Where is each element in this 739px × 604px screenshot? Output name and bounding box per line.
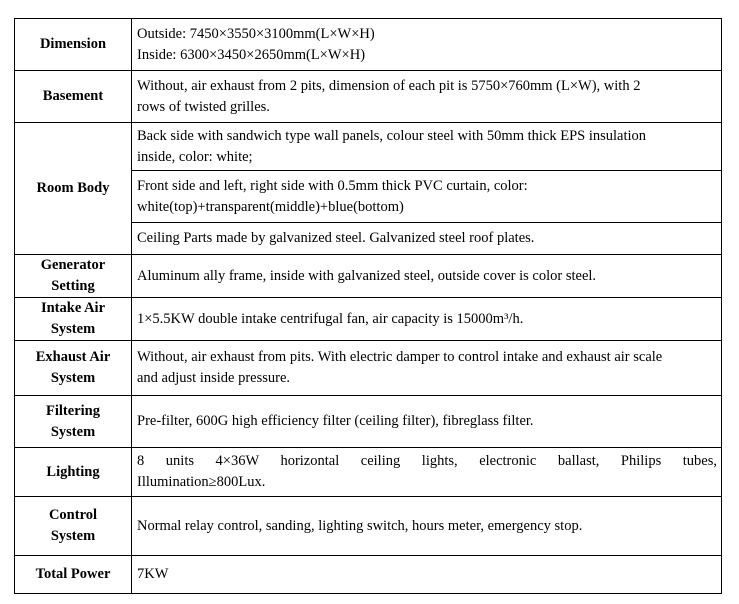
row-label-line: Total Power [35, 566, 111, 582]
row-label-line: Generator [40, 257, 106, 273]
value-line: Inside: 6300×3450×2650mm(L×W×H) [137, 46, 366, 63]
row-value-room-body-back [132, 123, 722, 171]
row-value-lighting [132, 448, 722, 497]
row-value-intake-air-system [132, 298, 722, 341]
value-line: Without, air exhaust from 2 pits, dimension of each pit is 5750×760mm (L×W), with 2 [137, 77, 641, 94]
row-value-generator-setting [132, 255, 722, 298]
value-line: and adjust inside pressure. [137, 370, 291, 386]
table-row-intake-air-system [15, 298, 722, 341]
row-label-line: Setting [51, 278, 95, 294]
row-value-room-body-ceiling [132, 223, 722, 255]
row-label-dimension [15, 19, 132, 71]
row-label-lighting [15, 448, 132, 497]
row-label-line: Intake Air [40, 300, 106, 316]
value-line: 1×5.5KW double intake centrifugal fan, air capacity is 15000m³/h. [137, 310, 524, 327]
row-label-filtering-system [15, 396, 132, 448]
row-value-basement [132, 71, 722, 123]
row-label-generator-setting [15, 255, 132, 298]
value-line: Aluminum ally frame, inside with galvanized steel, outside cover is color steel. [137, 267, 597, 284]
value-line: Front side and left, right side with 0.5mm thick PVC curtain, color: [137, 177, 528, 194]
row-label-line: Exhaust Air [35, 349, 111, 365]
value-line: inside, color: white; [137, 148, 253, 165]
row-label-exhaust-air-system [15, 341, 132, 396]
value-line: Without, air exhaust from pits. With electric damper to control intake and exhaust air scale [137, 349, 663, 365]
row-label-line: Basement [42, 88, 104, 104]
row-value-room-body-front [132, 171, 722, 223]
table-row-basement [15, 71, 722, 123]
table-row-lighting [15, 448, 722, 497]
row-label-line: Room Body [36, 180, 110, 196]
value-line: Normal relay control, sanding, lighting switch, hours meter, emergency stop. [137, 517, 583, 534]
value-line: 8 units 4×36W horizontal ceiling lights, electronic ballast, Philips tubes, [137, 453, 717, 469]
row-label-line: Dimension [39, 36, 107, 52]
table-row-total-power [15, 556, 722, 594]
row-label-basement [15, 71, 132, 123]
table-row-dimension [15, 19, 722, 71]
table-row-control-system [15, 497, 722, 556]
specification-table [14, 18, 722, 594]
row-value-total-power [132, 556, 722, 594]
row-label-room-body [15, 123, 132, 255]
row-value-exhaust-air-system [132, 341, 722, 396]
row-label-line: Filtering [46, 402, 100, 419]
value-line: white(top)+transparent(middle)+blue(bottom) [137, 198, 404, 215]
value-line: Illumination≥800Lux. [137, 474, 266, 490]
table-row-room-body [15, 123, 722, 171]
value-line: Pre-filter, 600G high efficiency filter (ceiling filter), fibreglass filter. [137, 413, 534, 429]
row-value-control-system [132, 497, 722, 556]
value-line: 7KW [137, 566, 169, 582]
row-label-line: System [50, 528, 96, 544]
table-row-filtering-system [15, 396, 722, 448]
table-row-exhaust-air-system [15, 341, 722, 396]
row-label-line: System [50, 370, 96, 386]
row-label-line: System [50, 321, 96, 337]
row-label-line: Lighting [46, 463, 100, 480]
row-label-line: System [50, 423, 96, 440]
table-row-generator-setting [15, 255, 722, 298]
value-line: Ceiling Parts made by galvanized steel. Galvanized steel roof plates. [137, 230, 535, 246]
value-line: Back side with sandwich type wall panels, colour steel with 50mm thick EPS insulation [137, 127, 647, 144]
value-line: Outside: 7450×3550×3100mm(L×W×H) [137, 25, 375, 42]
row-label-line: Control [48, 507, 98, 523]
row-value-dimension [132, 19, 722, 71]
row-label-control-system [15, 497, 132, 556]
row-label-total-power [15, 556, 132, 594]
row-label-intake-air-system [15, 298, 132, 341]
value-line: rows of twisted grilles. [137, 98, 270, 115]
row-value-filtering-system [132, 396, 722, 448]
